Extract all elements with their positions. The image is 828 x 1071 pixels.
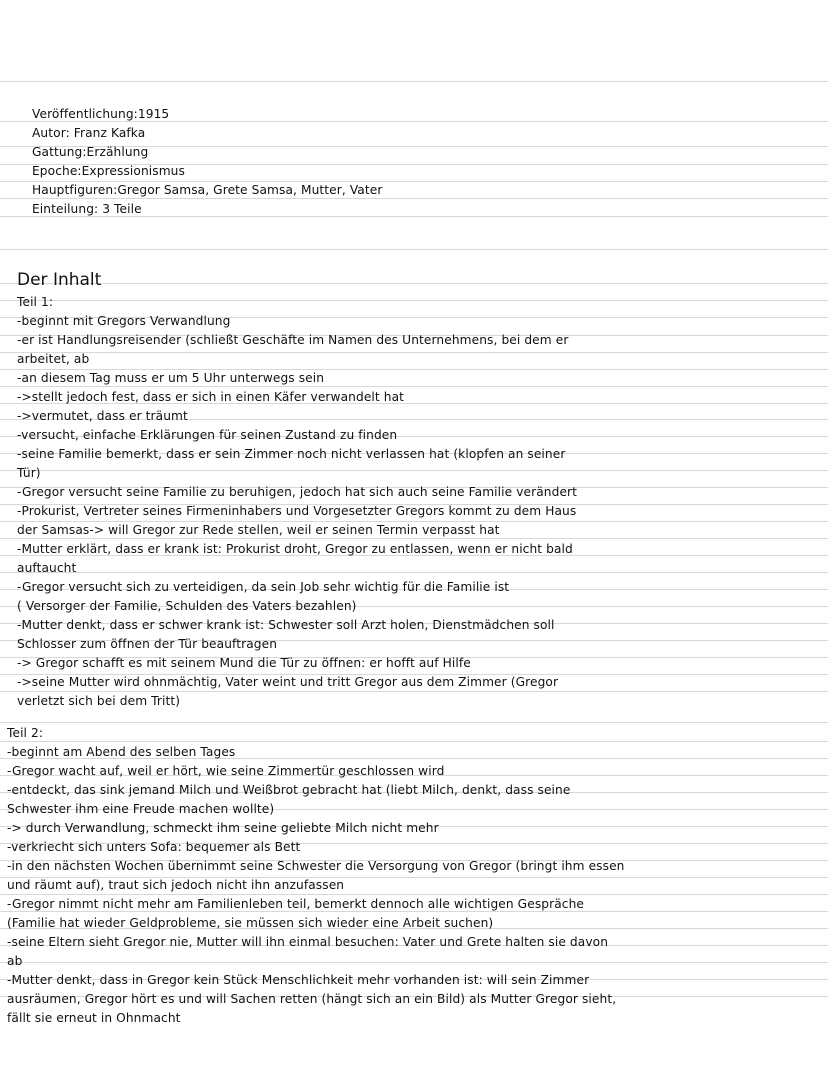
part2-line: und räumt auf), traut sich jedoch nicht ihn anzufassen — [7, 878, 345, 892]
part2-line: -verkriecht sich unters Sofa: bequemer als Bett — [7, 840, 301, 854]
characters-line: Hauptfiguren:Gregor Samsa, Grete Samsa, Mutter, Vater — [32, 183, 383, 197]
part2-line: (Familie hat wieder Geldprobleme, sie müssen sich wieder eine Arbeit suchen) — [7, 916, 494, 930]
part2-line: -Gregor wacht auf, weil er hört, wie seine Zimmertür geschlossen wird — [7, 764, 445, 778]
part2-title: Teil 2: — [7, 726, 44, 740]
part1-line: -Mutter denkt, dass er schwer krank ist: Schwester soll Arzt holen, Dienstmädchen soll — [17, 618, 555, 632]
part1-line: -Gregor versucht sich zu verteidigen, da sein Job sehr wichtig für die Familie ist — [17, 580, 510, 594]
part2-line: -Gregor nimmt nicht mehr am Familienleben teil, bemerkt dennoch alle wichtigen Gespräche — [7, 897, 585, 911]
part2-line: -seine Eltern sieht Gregor nie, Mutter will ihn einmal besuchen: Vater und Grete halten sie davon — [7, 935, 609, 949]
part2-line: -Mutter denkt, dass in Gregor kein Stück Menschlichkeit mehr vorhanden ist: will sein Zimmer — [7, 973, 590, 987]
part1-line: -Gregor versucht seine Familie zu beruhigen, jedoch hat sich auch seine Familie verändert — [17, 485, 578, 499]
part2-line: ab — [7, 954, 23, 968]
part2-line: -> durch Verwandlung, schmeckt ihm seine geliebte Milch nicht mehr — [7, 821, 439, 835]
part1-line: -beginnt mit Gregors Verwandlung — [17, 314, 231, 328]
part1-line: Schlosser zum öffnen der Tür beauftragen — [17, 637, 278, 651]
part1-line: -an diesem Tag muss er um 5 Uhr unterwegs sein — [17, 371, 325, 385]
part1-line: -versucht, einfache Erklärungen für seinen Zustand zu finden — [17, 428, 398, 442]
publication-line: Veröffentlichung:1915 — [32, 107, 170, 121]
part1-line: ->stellt jedoch fest, dass er sich in einen Käfer verwandelt hat — [17, 390, 405, 404]
part2-line: -in den nächsten Wochen übernimmt seine Schwester die Versorgung von Gregor (bringt ihm essen — [7, 859, 625, 873]
part1-line: -Prokurist, Vertreter seines Firmeninhabers und Vorgesetzter Gregors kommt zu dem Haus — [17, 504, 577, 518]
part2-line: -entdeckt, das sink jemand Milch und Weißbrot gebracht hat (liebt Milch, denkt, dass seine — [7, 783, 571, 797]
genre-line: Gattung:Erzählung — [32, 145, 149, 159]
epoch-line: Epoche:Expressionismus — [32, 164, 185, 178]
section-heading: Der Inhalt — [17, 270, 102, 290]
part1-line: ( Versorger der Familie, Schulden des Vaters bezahlen) — [17, 599, 357, 613]
part1-line: Tür) — [17, 466, 41, 480]
division-line: Einteilung: 3 Teile — [32, 202, 142, 216]
part1-line: der Samsas-> will Gregor zur Rede stellen, weil er seinen Termin verpasst hat — [17, 523, 500, 537]
part2-line: Schwester ihm eine Freude machen wollte) — [7, 802, 275, 816]
part2-line: fällt sie erneut in Ohnmacht — [7, 1011, 181, 1025]
part1-title: Teil 1: — [17, 295, 54, 309]
part1-line: -er ist Handlungsreisender (schließt Geschäfte im Namen des Unternehmens, bei dem er — [17, 333, 569, 347]
part1-line: -> Gregor schafft es mit seinem Mund die Tür zu öffnen: er hofft auf Hilfe — [17, 656, 471, 670]
author-line: Autor: Franz Kafka — [32, 126, 146, 140]
part2-line: -beginnt am Abend des selben Tages — [7, 745, 236, 759]
part1-line: ->seine Mutter wird ohnmächtig, Vater weint und tritt Gregor aus dem Zimmer (Gregor — [17, 675, 559, 689]
part1-line: -seine Familie bemerkt, dass er sein Zimmer noch nicht verlassen hat (klopfen an seiner — [17, 447, 566, 461]
part1-line: ->vermutet, dass er träumt — [17, 409, 188, 423]
part1-line: -Mutter erklärt, dass er krank ist: Prokurist droht, Gregor zu entlassen, wenn er nicht bald — [17, 542, 573, 556]
part1-line: arbeitet, ab — [17, 352, 90, 366]
part2-line: ausräumen, Gregor hört es und will Sachen retten (hängt sich an ein Bild) als Mutter Gregor sieht, — [7, 992, 617, 1006]
part1-line: auftaucht — [17, 561, 77, 575]
part1-line: verletzt sich bei dem Tritt) — [17, 694, 181, 708]
